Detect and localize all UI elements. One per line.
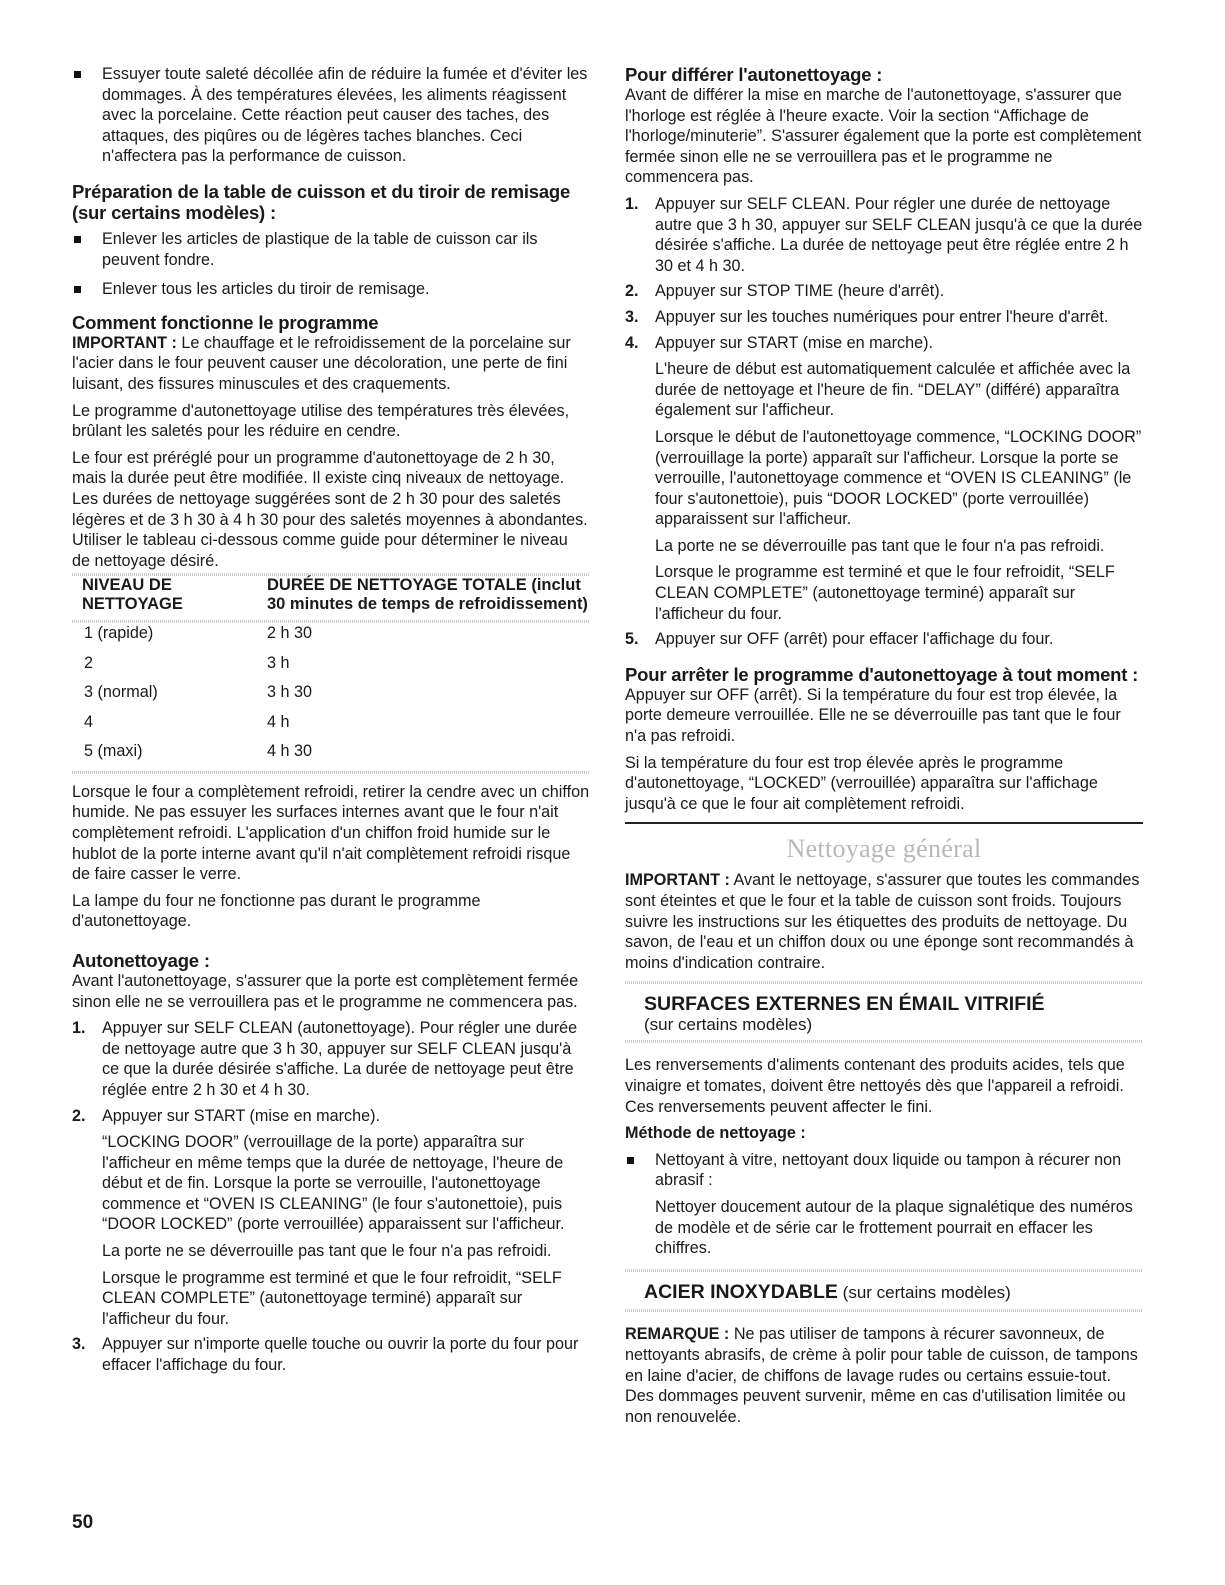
step-detail: Lorsque le début de l'autonettoyage commence, “LOCKING DOOR” (verrouillage la porte) apparaît sur l'afficheur. Lorsque la porte se verrouille, l'autonettoyage commence et “OVEN IS CLEANING” (le four s'autonettoie), puis “DOOR LOCKED” (porte verrouillée) apparaissent sur l'afficheur. [655,427,1142,529]
list-item: Enlever tous les articles du tiroir de remisage. [72,279,590,300]
important-label: IMPORTANT : [72,333,177,352]
how-paragraph-1: Le programme d'autonettoyage utilise des températures très élevées, brûlant les saletés pour les réduire en cendre. [72,401,570,441]
table-bottom-rule [72,771,590,774]
enamel-paragraph: Les renversements d'aliments contenant des produits acides, tels que vinaigre et tomates, doivent être nettoyés dès que l'appareil a refroidi. Ces renversements peuvent affecter le fini. [625,1056,1125,1116]
table-cell-duration: 2 h 30 [267,624,313,643]
steel-box [625,1272,1143,1310]
stop-heading: Pour arrêter le programme d'autonettoyage à tout moment : [625,663,1139,685]
enamel-subtitle: (sur certains modèles) [644,1015,813,1035]
right-column [625,64,1143,1433]
table-row [72,653,590,683]
note-label: REMARQUE : [625,1325,730,1344]
step-item [625,307,1143,328]
prep-heading: Préparation de la table de cuisson et du tiroir de remisage (sur certains modèles) : [72,180,571,223]
section-divider [625,822,1143,824]
steel-bottom-rule [625,1309,1143,1312]
step-item [625,333,1143,625]
step-item [72,1106,590,1330]
step-text: Appuyer sur SELF CLEAN (autonettoyage). Pour régler une durée de nettoyage autre que 3 h 30, appuyer sur SELF CLEAN jusqu'à ce que la durée désirée s'affiche. La durée de nettoyage peut être réglée entre 2 h 30 et 4 h 30. [102,1019,578,1099]
step-number: 1. [625,194,639,213]
method-label: Méthode de nettoyage : [625,1124,806,1143]
table-header-duration: DURÉE DE NETTOYAGE TOTALE (inclut 30 minutes de temps de refroidissement) [267,576,588,614]
step-item [625,629,1143,650]
step-detail: L'heure de début est automatiquement calculée et affichée avec la durée de nettoyage et l'heure de fin. “DELAY” (différé) apparaîtra également sur l'afficheur. [655,360,1131,420]
step-item [625,194,1143,276]
step-number: 4. [625,333,639,352]
how-paragraph-2: Le four est préréglé pour un programme d'autonettoyage de 2 h 30, mais la durée peut être modifiée. Il existe cinq niveaux de nettoyage. Les durées de nettoyage suggérées sont de 2 h 30 pour des saletés légères et de 3 h 30 à 4 h 30 pour des saletés moyennes à abondantes. Utiliser le tableau ci-dessous comme guide pour déterminer le niveau de nettoyage désiré. [72,448,588,570]
table-cell-level: 3 (normal) [84,683,158,702]
step-text: Appuyer sur n'importe quelle touche ou ouvrir la porte du four pour effacer l'affichage du four. [102,1335,579,1375]
important-label: IMPORTANT : [625,871,730,890]
table-cell-duration: 4 h [267,712,290,731]
step-text: Appuyer sur SELF CLEAN. Pour régler une durée de nettoyage autre que 3 h 30, appuyer sur SELF CLEAN jusqu'à ce que la durée désirée s'affiche. La durée de nettoyage peut être réglée entre 2 h 30 et 4 h 30. [655,194,1143,275]
how-important [72,333,590,395]
table-cell-level: 2 [84,653,94,672]
enamel-bottom-rule [625,1040,1143,1043]
defer-steps [625,194,1143,650]
step-detail: Lorsque le programme est terminé et que le four refroidit, “SELF CLEAN COMPLETE” (autonettoyage terminé) apparaît sur l'afficheur du four. [655,563,1115,623]
how-heading: Comment fonctionne le programme [72,311,379,333]
step-detail: “LOCKING DOOR” (verrouillage de la porte) apparaîtra sur l'afficheur en même temps que la durée de nettoyage, l'heure de début et de fin. Lorsque la porte se verrouille, l'autonettoyage commence et “OVEN IS CLEANING” (le four s'autonettoie), puis “DOOR LOCKED” (porte verrouillée) apparaissent sur l'afficheur. [102,1133,565,1234]
list-item: Essuyer toute saleté décollée afin de réduire la fumée et d'éviter les dommages. À des températures élevées, les aliments réagissent avec la porcelaine. Cette réaction peut causer des taches, des attaques, des piqûres ou de légères taches blanches. Ceci n'affectera pas la performance de cuisson. [72,64,590,167]
table-cell-level: 1 (rapide) [84,624,154,643]
table-cell-level: 5 (maxi) [84,742,143,761]
step-number: 2. [625,282,639,301]
left-column [72,64,590,1381]
step-number: 1. [72,1019,86,1038]
step-text: Appuyer sur STOP TIME (heure d'arrêt). [655,282,945,301]
method-list [625,1150,1143,1259]
step-item [625,281,1143,302]
cleaning-level-table [72,576,590,771]
table-row [72,741,590,771]
table-cell-level: 4 [84,712,94,731]
important-text: Le chauffage et le refroidissement de la porcelaine sur l'acier dans le four peuvent causer une décoloration, une perte de fini luisant, des fissures minuscules et des craquements. [72,333,571,393]
defer-paragraph: Avant de différer la mise en marche de l'autonettoyage, s'assurer que l'horloge est réglée à l'heure exacte. Voir la section “Affichage de l'horloge/minuterie”. S'assurer également que la porte est complètement fermée sinon elle ne se verrouillera pas et le programme ne commencera pas. [625,86,1142,187]
note-paragraph [625,1324,1143,1427]
important-text: Avant le nettoyage, s'assurer que toutes les commandes sont éteintes et que le four et la table de cuisson sont froids. Toujours suivre les instructions sur les étiquettes des produits de nettoyage. Du savon, de l'eau et un chiffon doux ou une éponge sont recommandés à moins d'indication contraire. [625,871,1140,972]
defer-heading: Pour différer l'autonettoyage : [625,64,883,85]
step-detail: Lorsque le programme est terminé et que le four refroidit, “SELF CLEAN COMPLETE” (autonettoyage terminé) apparaît sur l'afficheur du four. [102,1268,562,1328]
step-text: Appuyer sur START (mise en marche). [102,1106,380,1125]
stop-paragraph-2: Si la température du four est trop élevée après le programme d'autonettoyage, “LOCKED” (verrouillée) apparaîtra sur l'affichage jusqu'à ce que le four ait complètement refroidi. [625,753,1098,813]
table-header-row [72,576,590,620]
step-number: 2. [72,1106,86,1125]
auto-heading: Autonettoyage : [72,949,210,971]
steel-subtitle: (sur certains modèles) [837,1282,1011,1302]
after-paragraph-2: La lampe du four ne fonctionne pas durant le programme d'autonettoyage. [72,891,481,931]
step-number: 5. [625,630,639,649]
general-important [625,870,1143,973]
list-item-detail: Nettoyer doucement autour de la plaque signalétique des numéros de modèle et de série car le frottement pourrait en effacer les chiffres. [655,1197,1133,1258]
table-row [72,623,590,653]
step-text: Appuyer sur les touches numériques pour entrer l'heure d'arrêt. [655,307,1109,326]
step-text: Appuyer sur OFF (arrêt) pour effacer l'affichage du four. [655,630,1054,649]
table-row [72,712,590,742]
list-item-text: Nettoyant à vitre, nettoyant doux liquide ou tampon à récurer non abrasif : [655,1150,1122,1190]
step-text: Appuyer sur START (mise en marche). [655,333,933,352]
table-row [72,682,590,712]
steel-title: ACIER INOXYDABLE [644,1280,838,1303]
step-detail: La porte ne se déverrouille pas tant que le four n'a pas refroidi. [102,1242,552,1261]
table-cell-duration: 3 h [267,653,290,672]
enamel-box [625,984,1143,1040]
enamel-title: SURFACES EXTERNES EN ÉMAIL VITRIFIÉ [644,993,1045,1016]
after-paragraph-1: Lorsque le four a complètement refroidi, retirer la cendre avec un chiffon humide. Ne pas essuyer les surfaces internes avant que le four n'ait complètement refroidi. L'application d'un chiffon froid humide sur le hublot de la porte interne avant qu'il n'ait complètement refroidi risque de faire casser le verre. [72,782,590,884]
table-header-level: NIVEAU DE NETTOYAGE [82,576,183,614]
step-number: 3. [72,1335,86,1354]
intro-list [72,64,590,167]
table-cell-duration: 3 h 30 [267,683,313,702]
note-text: Ne pas utiliser de tampons à récurer savonneux, de nettoyants abrasifs, de crème à polir pour table de cuisson, de tampons en laine d'acier, de chiffons de lavage rudes ou certains essuie-tout. Des dommages peuvent survenir, même en cas d'utilisation limitée ou non renouvelée. [625,1325,1138,1426]
table-cell-duration: 4 h 30 [267,742,313,761]
step-item [72,1018,590,1100]
auto-paragraph: Avant l'autonettoyage, s'assurer que la porte est complètement fermée sinon elle ne se verrouillera pas et le programme ne commencera pas. [72,971,579,1011]
step-number: 3. [625,307,639,326]
general-cleaning-title: Nettoyage général [786,834,982,864]
page-number: 50 [72,1512,94,1533]
list-item: Enlever les articles de plastique de la table de cuisson car ils peuvent fondre. [72,229,590,270]
step-item [72,1334,590,1375]
stop-paragraph-1: Appuyer sur OFF (arrêt). Si la température du four est trop élevée, la porte demeure verrouillée. Elle ne se déverrouille pas tant que le four n'a pas refroidi. [625,685,1121,746]
prep-list [72,229,590,300]
list-item [625,1150,1143,1259]
step-detail: La porte ne se déverrouille pas tant que le four n'a pas refroidi. [655,536,1105,555]
auto-steps [72,1018,590,1376]
